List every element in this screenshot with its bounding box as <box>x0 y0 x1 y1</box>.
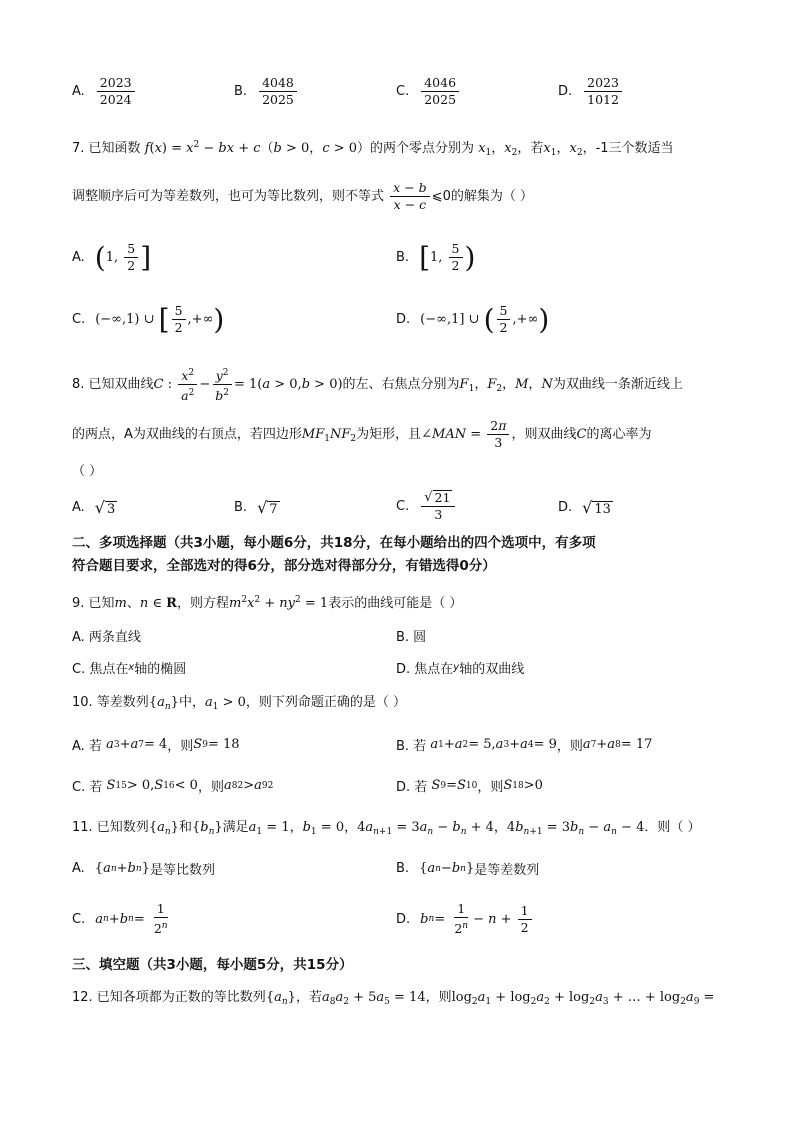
q8-option-b: B. √ 7 <box>234 498 278 517</box>
q10-stem: 10. 等差数列$\{a_n\}$中，$a_1 > 0$，则下列命题正确的是（ ） <box>72 695 407 712</box>
q8-option-a: A. √ 3 <box>72 498 116 517</box>
q7-option-a: A. ( 1, $\frac{5}{2}$ ] <box>72 240 152 274</box>
q9-option-b: B. 圆 <box>396 630 427 645</box>
q9-option-c: C. 焦点在 x 轴的椭圆 <box>72 662 187 677</box>
q11-stem: 11. 已知数列$\{a_n\}$和$\{b_n\}$满足$a_1 = 1$，$b_1 = 0$，$4a_{n+1} = 3a_n - b_n + 4$，$4b_{n+1} = 3b_n - a_n - 4$．则（ ） <box>72 820 701 837</box>
q7-line-2: 调整顺序后可为等差数列，也可为等比数列，则不等式 $\frac{x - b}{x - c}$ ⩽0的解集为（ ） <box>72 180 533 212</box>
q7-option-b: B. [ 1, $\frac{5}{2}$ ) <box>396 240 476 274</box>
fraction: $\frac{4048}{2025}$ <box>259 76 297 107</box>
fraction: $\frac{2023}{2024}$ <box>97 76 135 107</box>
q10-option-c: C. 若 S 15 > 0, S 16 < 0 ，则 a 8 2 > a 9 2 <box>72 778 274 795</box>
q8-line-2: 的两点，A为双曲线的右顶点，若四边形$MF_1NF_2$为矩形，且∠MAN = $\frac{2\pi}{3}$ ，则双曲线C的离心率为 <box>72 418 652 450</box>
section-2-heading-line-2: 符合题目要求，全部选对的得6分，部分选对得部分分，有错选得0分） <box>72 558 496 574</box>
q7-option-d: D. (−∞,1] ∪ ( $\frac{5}{2}$ ,+∞ ) <box>396 302 550 336</box>
q11-option-c: C. a n + b n = $\frac{1}{2^n}$ <box>72 901 168 936</box>
q11-option-b: B. { a n − b n } 是等差数列 <box>396 861 540 878</box>
q6-option-a: A. $\frac{2023}{2024}$ <box>72 76 137 107</box>
q11-option-d: D. b n = $\frac{1}{2^n}$ − n + $\frac{1}{2}$ <box>396 902 534 936</box>
q6-option-d: D. $\frac{2023}{1012}$ <box>558 76 624 107</box>
q9-stem: 9. 已知m、n ∈ R，则方程$m^2x^2 + ny^2 = 1$表示的曲线可能是（ ） <box>72 595 463 611</box>
q6-option-b: B. $\frac{4048}{2025}$ <box>234 76 299 107</box>
q8-option-d: D. √ 13 <box>558 498 611 517</box>
fraction: $\frac{2023}{1012}$ <box>584 76 622 107</box>
q6-option-c: C. $\frac{4046}{2025}$ <box>396 76 461 107</box>
q8-line-3: （ ） <box>72 464 103 479</box>
section-3-heading: 三、填空题（共3小题，每小题5分，共15分） <box>72 957 353 973</box>
q8-line-1: 8. 已知双曲线C : $\frac{x^2}{a^2}$ − $\frac{y^2}{b^2}$ = 1(a > 0,b > 0)的左、右焦点分别为$F_1$，$F_2$，M，N为双曲线一条渐近线上 <box>72 368 683 403</box>
q10-option-d: D. 若 S 9 = S 10 ，则 S 18 >0 <box>396 778 543 795</box>
section-2-heading-line-1: 二、多项选择题（共3小题，每小题6分，共18分，在每小题给出的四个选项中，有多项 <box>72 535 596 551</box>
q9-option-a: A. 两条直线 <box>72 630 141 645</box>
q11-option-a: A. { a n + b n } 是等比数列 <box>72 861 215 878</box>
q8-option-c: C. √ 21 3 <box>396 490 457 522</box>
fraction: $\frac{4046}{2025}$ <box>421 76 459 107</box>
q10-option-a: A. 若 a 3 + a 7 = 4 ，则 S 9 = 18 <box>72 737 240 754</box>
q12-stem: 12. 已知各项都为正数的等比数列$\{a_n\}$，若$a_8a_2 + 5a_5 = 14$，则$\log_2a_1 + \log_2a_2 + \log_2a_3$ + … + $\log_2a_9$ = <box>72 990 715 1007</box>
q9-option-d: D. 焦点在 y 轴的双曲线 <box>396 662 525 677</box>
q7-option-c: C. (−∞,1) ∪ [ $\frac{5}{2}$ ,+∞ ) <box>72 302 225 336</box>
q7-line-1: 7. 已知函数 $f(x) = x^2$ − bx + c（b > 0，c > 0）的两个零点分别为 $x_1$，$x_2$，若$x_1$，$x_2$，-1三个数适当 <box>72 140 674 158</box>
q10-option-b: B. 若 a 1 + a 2 = 5, a 3 + a 4 = 9 ，则 a 7 + a 8 = 17 <box>396 737 653 754</box>
